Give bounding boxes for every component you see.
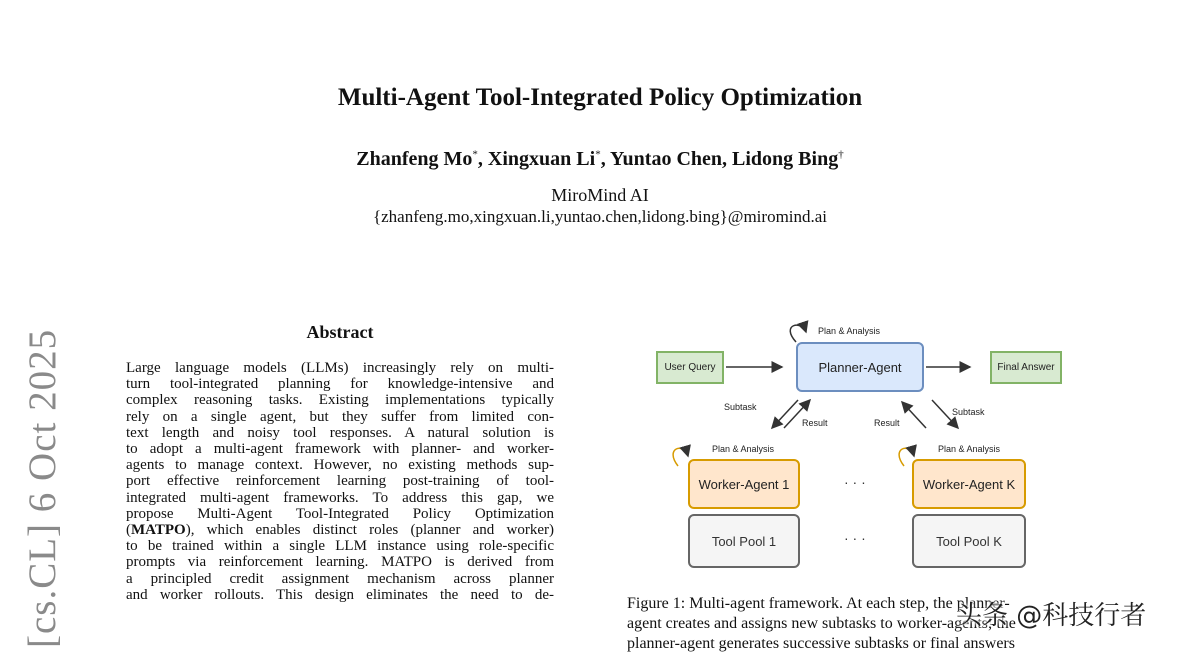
node-user-query: User Query [656, 351, 724, 384]
node-final-answer: Final Answer [990, 351, 1062, 384]
arxiv-side-stamp: [cs.CL] 6 Oct 2025 [21, 328, 64, 648]
equal-contribution-mark-2: * [595, 148, 601, 161]
worker-ellipsis: · · · [844, 474, 866, 490]
abstract-heading: Abstract [306, 322, 374, 342]
abstract-line: to be trained within a single LLM instance using role-specific [126, 538, 554, 555]
abstract-line: complex reasoning tasks. Existing implementations typically [126, 392, 554, 409]
loop-worker-1 [673, 448, 688, 466]
caption-line: Figure 1: Multi-agent framework. At each step, the planner- [627, 595, 1010, 612]
abstract-body [126, 360, 554, 603]
arrow-result-right [902, 402, 926, 428]
label-subtask-left: Subtask [724, 402, 757, 412]
node-planner-agent: Planner-Agent [796, 342, 924, 392]
abstract-line: turn tool-integrated planning for knowledge-intensive and [126, 376, 554, 393]
node-worker-agent-1: Worker-Agent 1 [688, 459, 800, 509]
matpo-line-rest: ), which enables distinct roles (planner and worker) [185, 522, 554, 539]
abstract-line: a principled credit assignment mechanism across planner [126, 570, 554, 587]
abstract-line: propose Multi-Agent Tool-Integrated Policy Optimization [126, 505, 554, 522]
tool-ellipsis: · · · [844, 530, 866, 546]
equal-contribution-mark-1: * [472, 148, 478, 161]
abstract-line: and worker rollouts. This design eliminates the need to de- [126, 586, 554, 603]
node-worker-agent-k: Worker-Agent K [912, 459, 1026, 509]
abstract-line: rely on a single agent, but they suffer from limited con- [126, 408, 554, 425]
matpo-open-paren: ( [126, 522, 131, 539]
watermark: 头条 @科技行者 [956, 601, 1147, 631]
paper-title: Multi-Agent Tool-Integrated Policy Optimization [337, 84, 863, 111]
abstract-line: to adopt a multi-agent framework with planner- and worker- [126, 441, 554, 458]
label-subtask-right: Subtask [952, 407, 985, 417]
authors-rest: , Yuntao Chen, Lidong Bing [600, 148, 839, 170]
caption-line: planner-agent generates successive subtasks or final answers [627, 635, 1015, 652]
affiliation: MiroMind AI [551, 185, 649, 205]
loop-planner [790, 325, 806, 342]
node-tool-pool-k: Tool Pool K [912, 514, 1026, 568]
abstract-line: integrated multi-agent frameworks. To address this gap, we [126, 489, 554, 506]
label-result-right: Result [874, 418, 900, 428]
author-2: Xingxuan Li [487, 148, 596, 170]
abstract-line: Large language models (LLMs) increasingly rely on multi- [126, 360, 554, 376]
abstract-line: text length and noisy tool responses. A natural solution is [126, 424, 554, 441]
caption-line: agent creates and assigns new subtasks to worker-agents; the [627, 615, 1016, 632]
label-plan-top: Plan & Analysis [818, 326, 881, 336]
figure-multi-agent-framework [620, 318, 1180, 598]
abstract-line: prompts via reinforcement learning. MATPO is derived from [126, 554, 554, 571]
arrow-subtask-left [772, 400, 798, 428]
abstract-line: port effective reinforcement learning post-training of tool- [126, 473, 554, 490]
author-1: Zhanfeng Mo [356, 148, 473, 170]
abstract-line: agents to manage context. However, no existing methods sup- [126, 457, 554, 474]
label-result-left: Result [802, 418, 828, 428]
matpo-acronym: MATPO [131, 522, 186, 539]
label-plan-worker-1: Plan & Analysis [712, 444, 775, 454]
label-plan-worker-k: Plan & Analysis [938, 444, 1001, 454]
author-list [0, 148, 1200, 171]
abstract-line-matpo [126, 522, 554, 538]
corresponding-author-mark: † [838, 148, 844, 161]
node-tool-pool-1: Tool Pool 1 [688, 514, 800, 568]
author-emails: {zhanfeng.mo,xingxuan.li,yuntao.chen,lidong.bing}@miromind.ai [372, 207, 828, 226]
author-separator: , [477, 148, 488, 170]
